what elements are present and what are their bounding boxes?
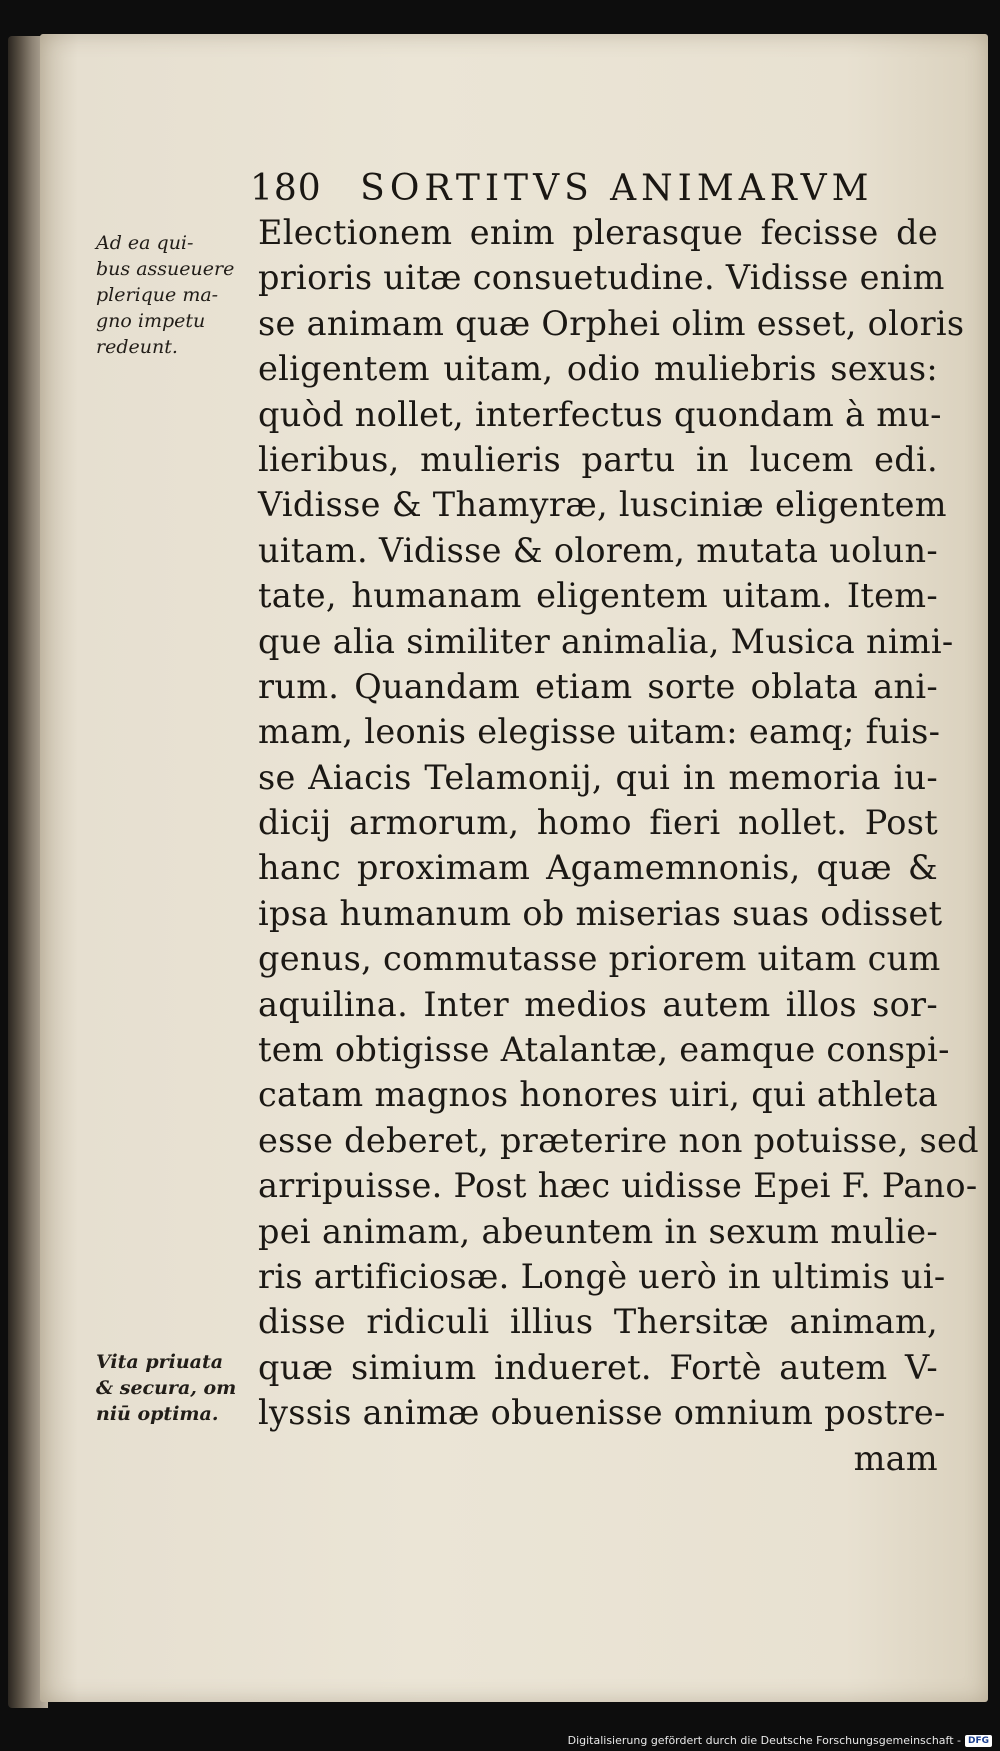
marginal-line: & secura, om	[96, 1377, 237, 1399]
marginal-line: redeunt.	[96, 336, 178, 358]
text-line: tem obtigisse Atalantæ, eamque conspi-	[258, 1030, 950, 1070]
text-line: tate, humanam eligentem uitam. Item-	[258, 576, 938, 616]
text-line: que alia similiter animalia, Musica nimi-	[258, 621, 954, 661]
text-line: dicij armorum, homo fieri nollet. Post	[258, 803, 938, 843]
text-line: eligentem uitam, odio muliebris sexus:	[258, 349, 938, 389]
marginal-note-1	[96, 230, 256, 360]
text-line: hanc proximam Agamemnonis, quæ &	[258, 848, 938, 888]
marginal-note-2	[96, 1349, 256, 1427]
text-line: lyssis animæ obuenisse omnium postre-	[258, 1393, 946, 1433]
text-line: quòd nollet, interfectus quondam à mu-	[258, 394, 942, 434]
text-line: mam, leonis elegisse uitam: eamq; fuis-	[258, 712, 941, 752]
text-line: ris artificiosæ. Longè uerò in ultimis ui-	[258, 1256, 946, 1296]
text-line: se animam quæ Orphei olim esset, oloris	[258, 303, 965, 343]
text-line: genus, commutasse priorem uitam cum	[258, 939, 941, 979]
text-line: ipsa humanum ob miserias suas odisset	[258, 893, 943, 933]
text-line: Vidisse & Thamyræ, lusciniæ eligentem	[258, 485, 947, 525]
text-line: catam magnos honores uiri, qui athleta	[258, 1075, 938, 1115]
marginal-line: Ad ea qui-	[96, 232, 194, 254]
dfg-logo: DFG	[965, 1735, 992, 1747]
text-line: prioris uitæ consuetudine. Vidisse enim	[258, 258, 945, 298]
running-title: SORTITVS ANIMARVM	[360, 168, 874, 209]
text-line: Electionem enim plerasque fecisse de	[258, 213, 938, 252]
text-line: aquilina. Inter medios autem illos sor-	[258, 984, 938, 1024]
catchword: mam	[853, 1438, 938, 1478]
body-text	[258, 210, 979, 1481]
digitization-credit	[568, 1734, 992, 1747]
text-line: arripuisse. Post hæc uidisse Epei F. Pano-	[258, 1166, 978, 1206]
text-line: disse ridiculi illius Thersitæ animam,	[258, 1302, 938, 1342]
text-line: lieribus, mulieris partu in lucem edi.	[258, 439, 938, 479]
marginal-line: gno impetu	[96, 310, 206, 332]
text-line: pei animam, abeuntem in sexum mulie-	[258, 1211, 938, 1251]
marginal-line: plerique ma-	[96, 284, 219, 306]
marginal-line: Vita priuata	[96, 1351, 224, 1373]
credit-text: Digitalisierung gefördert durch die Deutsche Forschungsgemeinschaft -	[567, 1734, 961, 1747]
marginal-line: bus assueuere	[96, 258, 235, 280]
text-line: uitam. Vidisse & olorem, mutata uolun-	[258, 530, 938, 570]
text-line: quæ simium indueret. Fortè autem V-	[258, 1347, 938, 1387]
text-line: esse deberet, præterire non potuisse, sed	[258, 1120, 979, 1160]
text-line: rum. Quandam etiam sorte oblata ani-	[258, 666, 938, 706]
running-header	[250, 168, 873, 209]
marginal-line: niū optima.	[96, 1403, 219, 1425]
folio-number: 180	[250, 168, 322, 209]
text-line: se Aiacis Telamonij, qui in memoria iu-	[258, 757, 938, 797]
